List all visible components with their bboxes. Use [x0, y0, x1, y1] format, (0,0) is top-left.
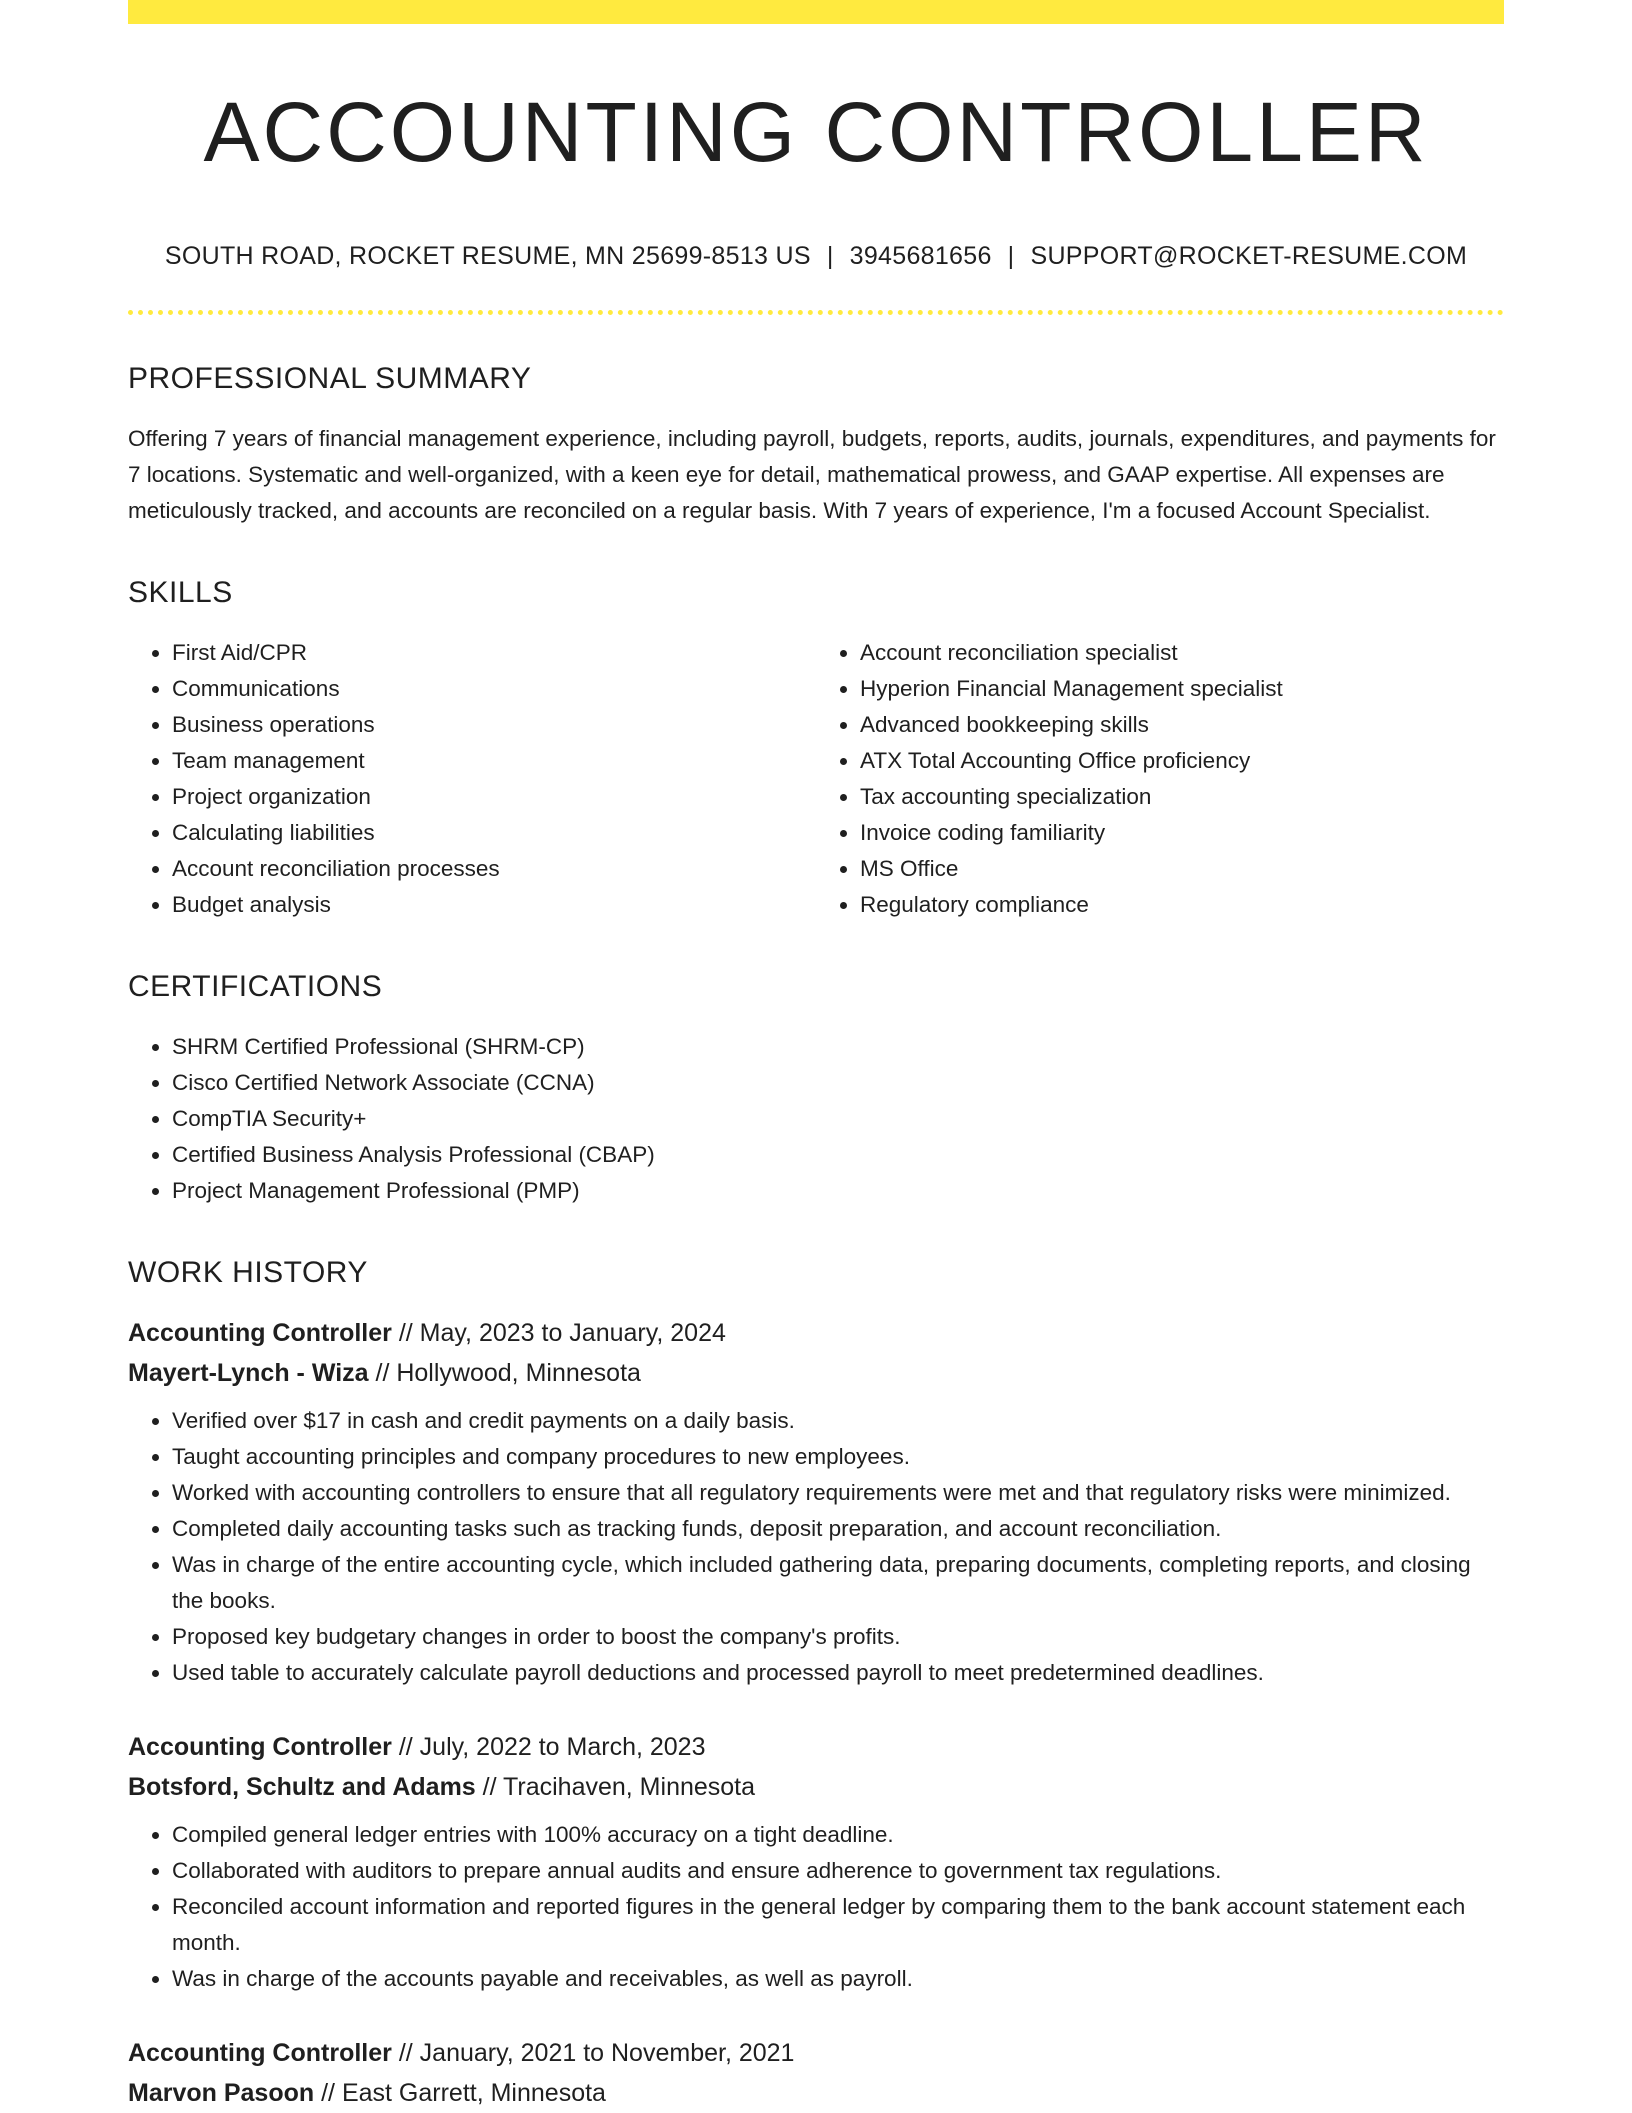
job-entry [128, 1313, 1504, 1691]
skills-grid [128, 635, 1504, 923]
work-history-section [128, 1255, 1504, 2113]
job-bullet: • Proposed key budgetary changes in order to boost the company's profits. [172, 1619, 1504, 1655]
job-company: Marvon Pasoon [128, 2079, 315, 2107]
job-role: Accounting Controller [128, 1733, 392, 1761]
skill-item: • Advanced bookkeeping skills [860, 707, 1504, 743]
certifications-section [128, 969, 1504, 1209]
summary-section [128, 361, 1504, 529]
skill-item: • Calculating liabilities [172, 815, 816, 851]
skill-item: • Project organization [172, 779, 816, 815]
dotted-divider [128, 310, 1504, 315]
job-company-line [128, 1353, 1504, 1393]
job-bullet: • Collaborated with auditors to prepare annual audits and ensure adherence to government tax regulations. [172, 1853, 1504, 1889]
job-bullet: • Compiled general ledger entries with 100% accuracy on a tight deadline. [172, 1817, 1504, 1853]
summary-title: PROFESSIONAL SUMMARY [128, 362, 532, 395]
job-bullets [128, 1403, 1504, 1691]
skill-item: • MS Office [860, 851, 1504, 887]
skill-item: • First Aid/CPR [172, 635, 816, 671]
skill-item: • Budget analysis [172, 887, 816, 923]
skills-list-right [816, 635, 1504, 923]
work-history-title: WORK HISTORY [128, 1256, 368, 1289]
certifications-list [128, 1029, 1504, 1209]
skill-item: • Business operations [172, 707, 816, 743]
job-bullet: • Taught accounting principles and company procedures to new employees. [172, 1439, 1504, 1475]
certification-item: • CompTIA Security+ [172, 1101, 1504, 1137]
job-bullet: • Was in charge of the accounts payable and receivables, as well as payroll. [172, 1961, 1504, 1997]
skills-section [128, 575, 1504, 923]
job-role-line [128, 2033, 1504, 2073]
skills-list-left [128, 635, 816, 923]
contact-address: SOUTH ROAD, ROCKET RESUME, MN 25699-8513 US [164, 242, 811, 270]
contact-separator: | [1007, 242, 1015, 270]
job-company: Mayert-Lynch - Wiza [128, 1359, 369, 1387]
contact-email: SUPPORT@ROCKET-RESUME.COM [1030, 242, 1468, 270]
job-bullet: • Verified over $17 in cash and credit payments on a daily basis. [172, 1403, 1504, 1439]
skill-item: • ATX Total Accounting Office proficiency [860, 743, 1504, 779]
skill-item: • Team management [172, 743, 816, 779]
job-role-line [128, 1727, 1504, 1767]
job-bullet: • Was in charge of the entire accounting cycle, which included gathering data, preparing documents, completing reports, and closing the books. [172, 1547, 1504, 1619]
job-dates: // January, 2021 to November, 2021 [391, 2039, 795, 2067]
job-bullet: • Worked with accounting controllers to ensure that all regulatory requirements were met and that regulatory risks were minimized. [172, 1475, 1504, 1511]
job-company-line [128, 2073, 1504, 2113]
skill-item: • Account reconciliation processes [172, 851, 816, 887]
skill-item: • Tax accounting specialization [860, 779, 1504, 815]
resume-page [128, 0, 1504, 2113]
job-entry [128, 2033, 1504, 2113]
job-dates: // May, 2023 to January, 2024 [391, 1319, 726, 1347]
job-bullets [128, 1817, 1504, 1997]
skill-item: • Regulatory compliance [860, 887, 1504, 923]
contact-separator: | [826, 242, 834, 270]
job-company: Botsford, Schultz and Adams [128, 1773, 476, 1801]
certification-item: • Cisco Certified Network Associate (CCNA) [172, 1065, 1504, 1101]
skills-title: SKILLS [128, 576, 233, 609]
job-location: // East Garrett, Minnesota [314, 2079, 606, 2107]
job-role-line [128, 1313, 1504, 1353]
skill-item: • Account reconciliation specialist [860, 635, 1504, 671]
skill-item: • Invoice coding familiarity [860, 815, 1504, 851]
skill-item: • Communications [172, 671, 816, 707]
job-role: Accounting Controller [128, 2039, 392, 2067]
certification-item: • Project Management Professional (PMP) [172, 1173, 1504, 1209]
resume-name-heading: ACCOUNTING CONTROLLER [203, 85, 1429, 179]
certifications-title: CERTIFICATIONS [128, 970, 383, 1003]
job-dates: // July, 2022 to March, 2023 [391, 1733, 706, 1761]
skill-item: • Hyperion Financial Management specialist [860, 671, 1504, 707]
job-bullet: • Reconciled account information and reported figures in the general ledger by comparing them to the bank account statement each month. [172, 1889, 1504, 1961]
job-company-line [128, 1767, 1504, 1807]
accent-top-bar [128, 0, 1504, 24]
job-location: // Tracihaven, Minnesota [475, 1773, 756, 1801]
contact-line [128, 240, 1504, 272]
summary-text: Offering 7 years of financial management experience, including payroll, budgets, reports, audits, journals, expenditures, and payments for 7 locations. Systematic and well-organized, with a keen eye for detail, mathematical prowess, and GAAP expertise. All expenses are meticulously tracked, and accounts are reconciled on a regular basis. With 7 years of experience, I'm a focused Account Specialist. [128, 426, 1496, 523]
job-bullet: • Used table to accurately calculate payroll deductions and processed payroll to meet predetermined deadlines. [172, 1655, 1504, 1691]
job-location: // Hollywood, Minnesota [368, 1359, 641, 1387]
certification-item: • Certified Business Analysis Professional (CBAP) [172, 1137, 1504, 1173]
job-role: Accounting Controller [128, 1319, 392, 1347]
job-bullet: • Completed daily accounting tasks such as tracking funds, deposit preparation, and account reconciliation. [172, 1511, 1504, 1547]
job-entry [128, 1727, 1504, 1997]
certification-item: • SHRM Certified Professional (SHRM-CP) [172, 1029, 1504, 1065]
contact-phone: 3945681656 [849, 242, 992, 270]
